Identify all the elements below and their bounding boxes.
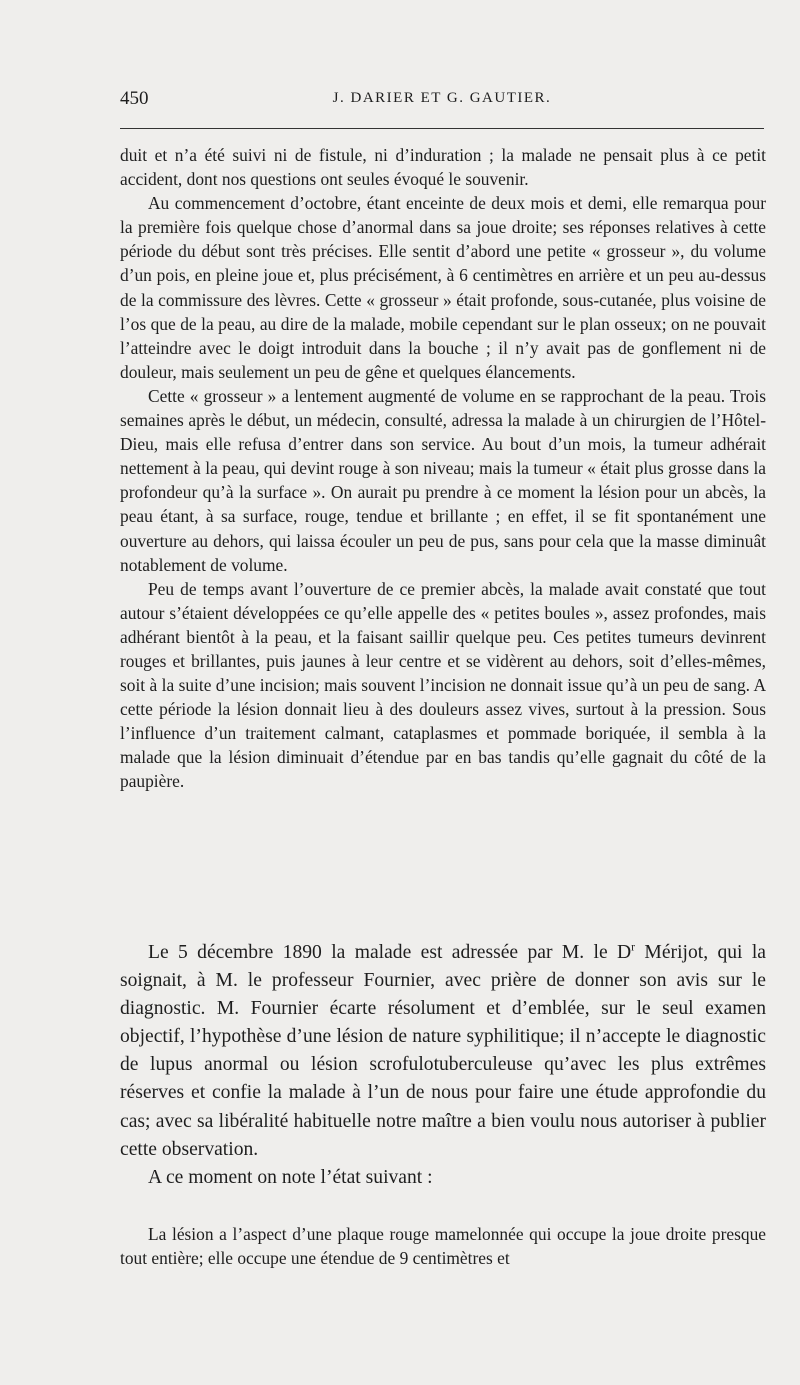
paragraph: duit et n’a été suivi ni de fistule, ni d’induration ; la malade ne pensait plus à ce petit accident, dont nos questions ont seules évoqué le souvenir.	[120, 145, 766, 190]
paragraph-text: Mérijot, qui la soignait, à M. le professeur Fournier, avec prière de donner son avis sur le diagnostic. M. Fournier écarte résolument et d’emblée, sur le seul examen objectif, l’hypothèse d’une lésion de nature syphilitique; il n’accepte le diagnostic de lupus anormal ou lésion scrofulotuberculeuse qu’avec les plus extrêmes réserves et confie la malade à l’un de nous pour faire une étude approfondie du cas; avec sa libéralité habituelle notre maître a bien voulu nous autoriser à publier cette observation.	[120, 942, 766, 1160]
superscript: r	[631, 940, 636, 954]
paragraph: La lésion a l’aspect d’une plaque rouge mamelonnée qui occupe la joue droite presque tout entière; elle occupe une étendue de 9 centimètres et	[120, 1224, 766, 1269]
body-text-large	[120, 939, 766, 1192]
paragraph: A ce moment on note l’état suivant :	[148, 1166, 433, 1188]
paragraph: Cette « grosseur » a lentement augmenté de volume en se rapprochant de la peau. Trois semaines après le début, un médecin, consulté, adressa la malade à un chirurgien de l’Hôtel-Dieu, mais elle refusa d’entrer dans son service. Au bout d’un mois, la tumeur adhérait nettement à la peau, qui devint rouge à son niveau; mais la tumeur « était plus grosse dans la profondeur qu’à la surface ». On aurait pu prendre à ce moment la lésion pour un abcès, la peau étant, à sa surface, rouge, tendue et brillante ; en effet, il se fit spontanément une ouverture au dehors, qui laissa écouler un peu de pus, sans pour cela que la masse diminuât notablement de volume.	[120, 385, 766, 575]
header-rule	[120, 128, 764, 129]
paragraph-text: Le 5 décembre 1890 la malade est adressée par M. le D	[148, 942, 632, 963]
page-header	[120, 88, 764, 116]
page-number: 450	[120, 88, 149, 109]
paragraph: Peu de temps avant l’ouverture de ce premier abcès, la malade avait constaté que tout autour s’étaient développées ce qu’elle appelle des « petites boules », assez profondes, mais adhérant bientôt à la peau, et la faisant saillir quelque peu. Ces petites tumeurs devinrent rouges et brillantes, puis jaunes à leur centre et se vidèrent au dehors, soit d’elles-mêmes, soit à la suite d’une incision; mais souvent l’incision ne donnait issue qu’à un peu de sang. A cette période la lésion donnait lieu à des douleurs assez vives, surtout à la pression. Sous l’influence d’un traitement calmant, cataplasmes et pommade boriquée, il sembla à la malade que la lésion diminuait d’étendue par en bas tandis qu’elle gagnait du côté de la paupière.	[120, 578, 766, 792]
paragraph	[120, 939, 766, 1164]
body-text-small	[120, 143, 766, 794]
paragraph: Au commencement d’octobre, étant enceinte de deux mois et demi, elle remarqua pour la première fois quelque chose d’anormal dans sa joue droite; ses réponses relatives à cette période du début sont très précises. Elle sentit d’abord une petite « grosseur », du volume d’un pois, en pleine joue et, plus précisément, à 6 centimètres en arrière et un peu au-dessus de la commissure des lèvres. Cette « grosseur » était profonde, sous-cutanée, plus voisine de l’os que de la peau, au dire de la malade, mobile cependant sur le plan osseux; on ne pouvait l’atteindre avec le doigt introduit dans la bouche ; il n’y avait pas de gonflement ni de douleur, mais seulement un peu de gêne et quelques élancements.	[120, 193, 766, 382]
running-head: J. DARIER ET G. GAUTIER.	[332, 90, 552, 106]
body-text-tail	[120, 1222, 766, 1270]
